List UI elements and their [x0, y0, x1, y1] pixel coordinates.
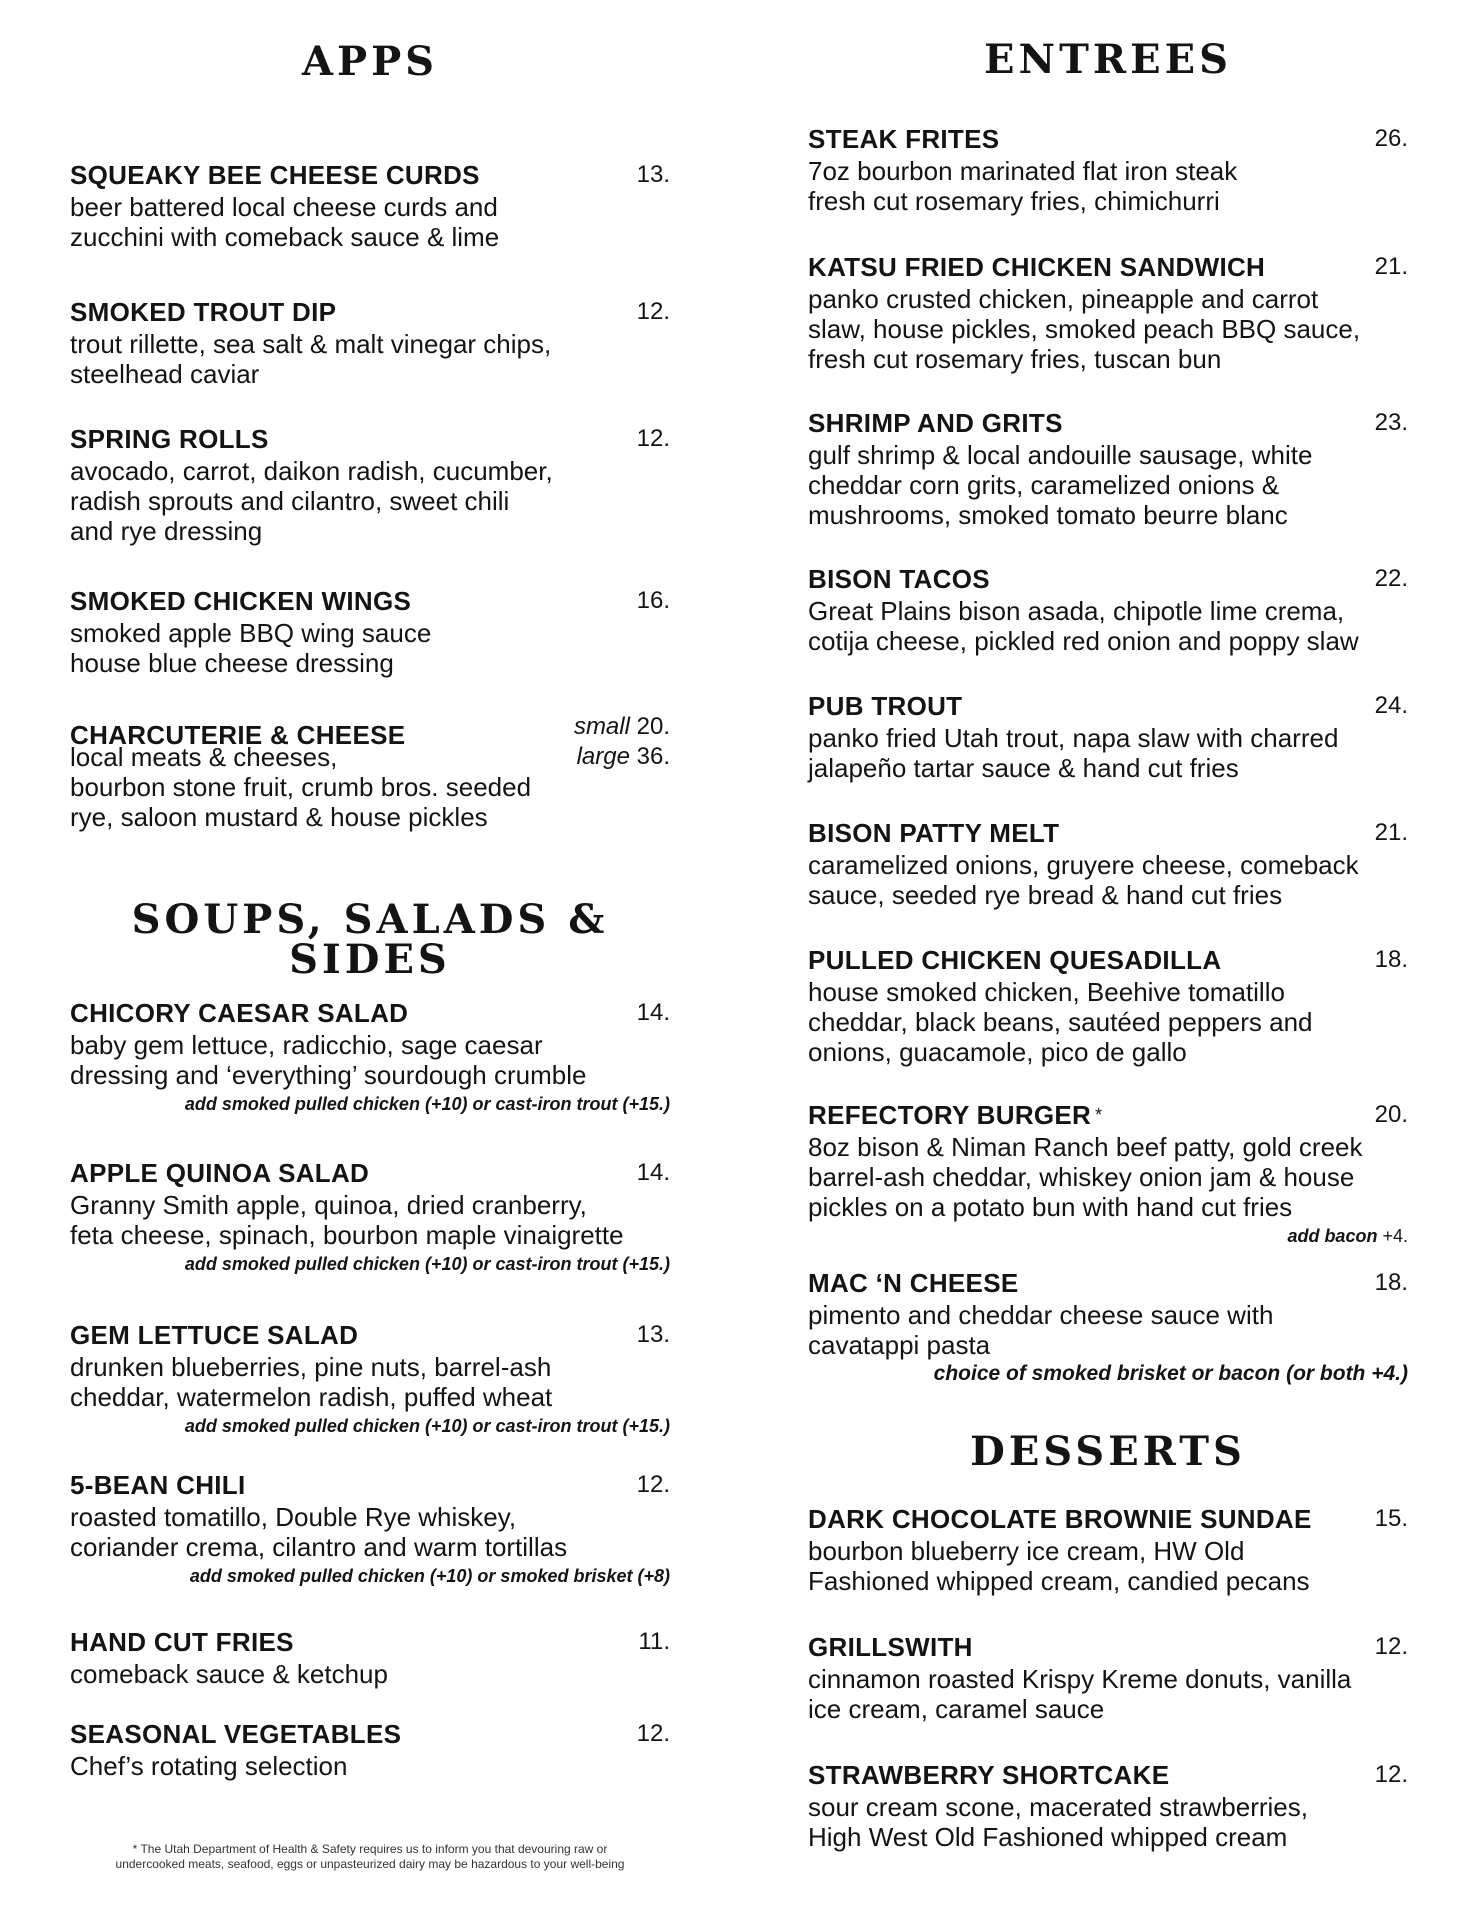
item-description: caramelized onions, gruyere cheese, comeback sauce, seeded rye bread & hand cut fries: [808, 850, 1359, 910]
item-description-first: local meats & cheeses,: [70, 742, 338, 772]
item-price: 14.: [636, 999, 670, 1026]
item-name: PUB TROUT: [808, 691, 963, 721]
health-disclaimer: [70, 1842, 670, 1872]
item-price: 13.: [636, 1321, 670, 1348]
menu-item-steak-frites: [808, 122, 1408, 216]
item-price: 16.: [636, 587, 670, 614]
item-price: 26.: [1374, 125, 1408, 152]
add-on-note: choice of smoked brisket or bacon (or both +4.): [933, 1362, 1408, 1385]
item-price: 15.: [1374, 1505, 1408, 1532]
menu-item-katsu-sandwich: [808, 250, 1408, 374]
item-price: 14.: [636, 1159, 670, 1186]
item-name: APPLE QUINOA SALAD: [70, 1158, 370, 1188]
item-description: gulf shrimp & local andouille sausage, white cheddar corn grits, caramelized onions & mushrooms, smoked tomato beurre blanc: [808, 440, 1313, 530]
menu-item-quesadilla: [808, 943, 1408, 1067]
menu-item-gem-lettuce-salad: [70, 1318, 670, 1438]
item-price: 24.: [1374, 692, 1408, 719]
menu-item-refectory-burger: [808, 1098, 1408, 1248]
item-name: STEAK FRITES: [808, 124, 1000, 154]
item-price: 22.: [1374, 565, 1408, 592]
item-price: 12.: [636, 298, 670, 325]
item-name: STRAWBERRY SHORTCAKE: [808, 1760, 1170, 1790]
menu-item-patty-melt: [808, 816, 1408, 910]
item-name: SMOKED TROUT DIP: [70, 297, 337, 327]
item-description: sour cream scone, macerated strawberries, High West Old Fashioned whipped cream: [808, 1792, 1308, 1852]
item-description: baby gem lettuce, radicchio, sage caesar dressing and ‘everything’ sourdough crumble: [70, 1030, 587, 1090]
add-on-note: add smoked pulled chicken (+10) or cast-iron trout (+15.): [184, 1416, 670, 1436]
menu-item-apple-quinoa-salad: [70, 1156, 670, 1276]
item-price: 21.: [1374, 253, 1408, 280]
item-price: 23.: [1374, 409, 1408, 436]
menu-item-mac-n-cheese: [808, 1266, 1408, 1386]
asterisk-mark: *: [1095, 1105, 1103, 1125]
item-name: DARK CHOCOLATE BROWNIE SUNDAE: [808, 1504, 1312, 1534]
item-price: 12.: [1374, 1633, 1408, 1660]
menu-item-cheese-curds: [70, 158, 670, 252]
menu-item-seasonal-vegetables: [70, 1717, 670, 1781]
large-price: 36.: [636, 743, 670, 770]
add-on-note: add smoked pulled chicken (+10) or cast-iron trout (+15.): [184, 1094, 670, 1114]
item-name: [808, 1098, 1102, 1132]
item-description: pimento and cheddar cheese sauce with cavatappi pasta: [808, 1300, 1274, 1360]
item-description: smoked apple BBQ wing sauce house blue cheese dressing: [70, 618, 432, 678]
item-description: 8oz bison & Niman Ranch beef patty, gold creek barrel-ash cheddar, whiskey onion jam & house pickles on a potato bun with hand cut fries: [808, 1132, 1363, 1222]
item-description: Chef’s rotating selection: [70, 1751, 348, 1781]
menu-item-brownie-sundae: [808, 1502, 1408, 1596]
item-price: 12.: [636, 425, 670, 452]
entrees-heading: ENTREES: [984, 36, 1232, 83]
item-name: SHRIMP AND GRITS: [808, 408, 1063, 438]
item-name: BISON TACOS: [808, 564, 990, 594]
desserts-heading: DESSERTS: [970, 1428, 1246, 1475]
item-price: 12.: [1374, 1761, 1408, 1788]
item-description: panko crusted chicken, pineapple and carrot slaw, house pickles, smoked peach BBQ sauce, fresh cut rosemary fries, tuscan bun: [808, 284, 1361, 374]
item-description: avocado, carrot, daikon radish, cucumber, radish sprouts and cilantro, sweet chili and rye dressing: [70, 456, 553, 546]
item-description: beer battered local cheese curds and zucchini with comeback sauce & lime: [70, 192, 500, 252]
menu-item-trout-dip: [70, 295, 670, 389]
item-price: 11.: [638, 1628, 670, 1655]
item-name: SQUEAKY BEE CHEESE CURDS: [70, 160, 480, 190]
burger-name-text: REFECTORY BURGER: [808, 1100, 1092, 1130]
item-description: comeback sauce & ketchup: [70, 1659, 388, 1689]
item-description: bourbon stone fruit, crumb bros. seeded rye, saloon mustard & house pickles: [70, 772, 532, 832]
item-name: HAND CUT FRIES: [70, 1627, 294, 1657]
item-price: 12.: [636, 1471, 670, 1498]
size-prices: [574, 712, 670, 772]
menu-item-chicken-wings: [70, 584, 670, 678]
item-description: cinnamon roasted Krispy Kreme donuts, vanilla ice cream, caramel sauce: [808, 1664, 1352, 1724]
menu-item-bean-chili: [70, 1468, 670, 1588]
item-name: GRILLSWITH: [808, 1632, 973, 1662]
item-description: Granny Smith apple, quinoa, dried cranberry, feta cheese, spinach, bourbon maple vinaigrette: [70, 1190, 624, 1250]
add-bacon-price: +4.: [1382, 1226, 1408, 1246]
item-name: SEASONAL VEGETABLES: [70, 1719, 402, 1749]
menu-item-shrimp-grits: [808, 406, 1408, 530]
item-price: 13.: [636, 161, 670, 188]
menu-item-strawberry-shortcake: [808, 1758, 1408, 1852]
apps-heading: APPS: [301, 38, 439, 85]
menu-item-caesar-salad: [70, 996, 670, 1116]
disclaimer-line-1: * The Utah Department of Health & Safety requires us to inform you that devouring raw or: [132, 1842, 608, 1856]
item-name: MAC ‘N CHEESE: [808, 1268, 1019, 1298]
item-description: bourbon blueberry ice cream, HW Old Fashioned whipped cream, candied pecans: [808, 1536, 1310, 1596]
item-description: drunken blueberries, pine nuts, barrel-ash cheddar, watermelon radish, puffed wheat: [70, 1352, 553, 1412]
small-price: 20.: [636, 713, 670, 740]
menu-item-bison-tacos: [808, 562, 1408, 656]
item-description: 7oz bourbon marinated flat iron steak fresh cut rosemary fries, chimichurri: [808, 156, 1238, 216]
menu-item-charcuterie: [70, 712, 670, 832]
soups-salads-sides-heading: SOUPS, SALADS & SIDES: [131, 896, 609, 983]
disclaimer-line-2: undercooked meats, seafood, eggs or unpasteurized dairy may be hazardous to your well-being: [115, 1857, 625, 1871]
item-name: 5-BEAN CHILI: [70, 1470, 246, 1500]
menu-item-pub-trout: [808, 689, 1408, 783]
item-name: KATSU FRIED CHICKEN SANDWICH: [808, 252, 1266, 282]
item-price: 21.: [1374, 819, 1408, 846]
item-name: GEM LETTUCE SALAD: [70, 1320, 359, 1350]
menu-item-spring-rolls: [70, 422, 670, 546]
item-description: panko fried Utah trout, napa slaw with charred jalapeño tartar sauce & hand cut fries: [808, 723, 1339, 783]
menu-item-hand-cut-fries: [70, 1625, 670, 1689]
large-label: large: [576, 743, 630, 770]
item-price: 18.: [1374, 946, 1408, 973]
add-on-note: add smoked pulled chicken (+10) or smoked brisket (+8): [189, 1566, 670, 1586]
small-label: small: [573, 713, 630, 740]
item-description: house smoked chicken, Beehive tomatillo cheddar, black beans, sautéed peppers and onions, guacamole, pico de gallo: [808, 977, 1313, 1067]
item-price: 20.: [1374, 1101, 1408, 1128]
item-name: CHARCUTERIE & CHEESE: [70, 720, 406, 750]
item-name: PULLED CHICKEN QUESADILLA: [808, 945, 1222, 975]
item-description: trout rillette, sea salt & malt vinegar chips, steelhead caviar: [70, 329, 552, 389]
add-bacon-label: add bacon: [1287, 1226, 1378, 1246]
menu-item-grillswith: [808, 1630, 1408, 1724]
item-name: SPRING ROLLS: [70, 424, 269, 454]
item-name: BISON PATTY MELT: [808, 818, 1060, 848]
item-name: SMOKED CHICKEN WINGS: [70, 586, 412, 616]
item-description: roasted tomatillo, Double Rye whiskey, coriander crema, cilantro and warm tortillas: [70, 1502, 568, 1562]
item-name: CHICORY CAESAR SALAD: [70, 998, 409, 1028]
item-price: 12.: [636, 1720, 670, 1747]
item-price: 18.: [1374, 1269, 1408, 1296]
item-description: Great Plains bison asada, chipotle lime crema, cotija cheese, pickled red onion and poppy slaw: [808, 596, 1359, 656]
add-on-note: add smoked pulled chicken (+10) or cast-iron trout (+15.): [184, 1254, 670, 1274]
add-bacon-note: [808, 1224, 1408, 1248]
